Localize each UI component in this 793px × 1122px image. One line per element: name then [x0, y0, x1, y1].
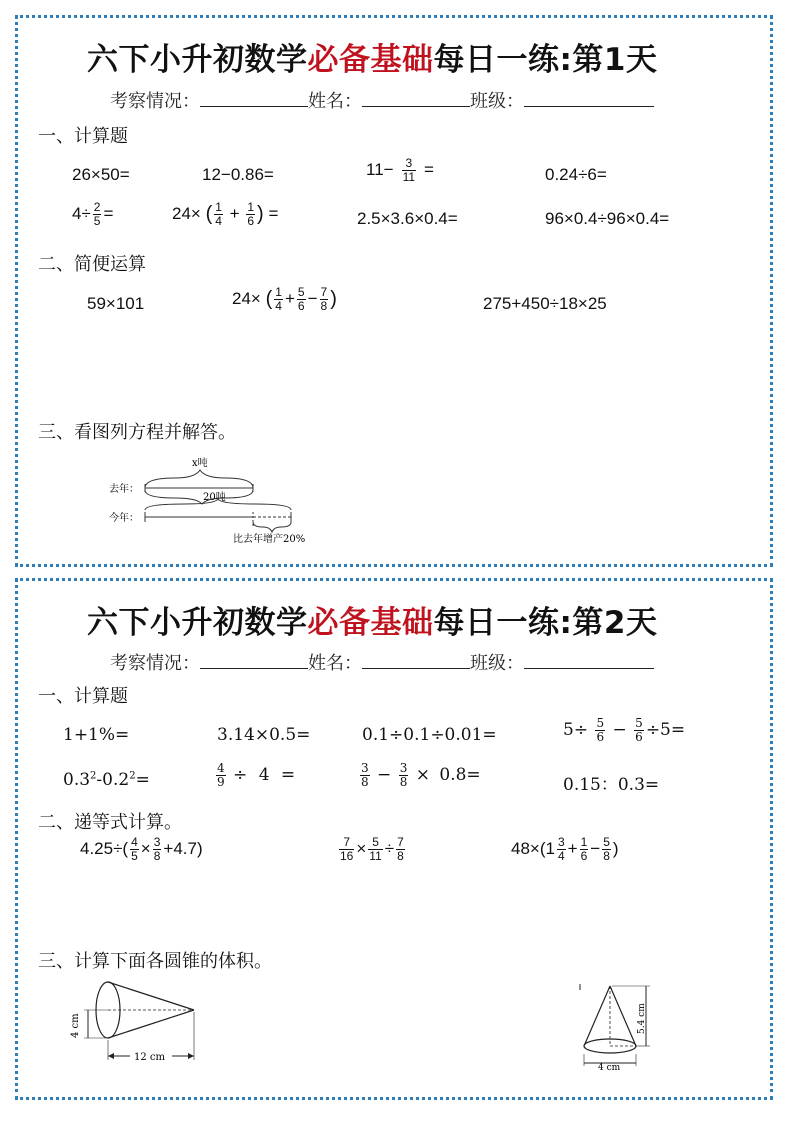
brace-icon: [253, 522, 291, 532]
brace-icon: [145, 490, 253, 504]
expression: 11− $\frac{3}{11}$ =: [366, 156, 434, 184]
line-segment-diagram: [105, 452, 345, 552]
cone-diagram-2: [570, 982, 660, 1074]
info-label-name: 姓名：: [308, 653, 362, 674]
info-label-status: 考察情况：: [110, 653, 200, 674]
worksheet-title-day2: 六下小升初数学必备基础每日一练:第2天: [87, 605, 658, 641]
expression: 12−0.86=: [202, 165, 274, 184]
section-heading: 二、递等式计算。: [38, 812, 182, 833]
info-label-class: 班级：: [470, 653, 524, 674]
expression: 48×(1 $\frac{3}{4}$ + $\frac{1}{6}$ − $\frac{5}{8}$ ): [511, 835, 619, 863]
cone1-height-label: 4 cm: [70, 1013, 81, 1038]
expression: 24× ( $\frac{1}{4}$ + $\frac{1}{6}$ ) =: [172, 200, 279, 228]
expression: 26×50=: [72, 165, 130, 184]
info-label-status: 考察情况：: [110, 91, 200, 112]
section-heading: 三、计算下面各圆锥的体积。: [38, 951, 272, 972]
diagram-diff-label: 20吨: [203, 492, 226, 503]
expression: 4.25÷( $\frac{4}{5}$ × $\frac{3}{8}$ +4.7): [80, 835, 203, 863]
diagram-label-this-year: 今年：: [109, 513, 139, 524]
expression: 1+1%=: [63, 725, 130, 745]
expression: $\frac{7}{16}$ × $\frac{5}{11}$ ÷ $\frac{7}{8}$: [340, 835, 404, 863]
diagram-x-label: x吨: [192, 458, 208, 469]
student-info-row-day1: [110, 87, 654, 113]
section-heading: 二、简便运算: [38, 254, 146, 275]
expression: 0.24÷6=: [545, 165, 607, 184]
diagram-label-last-year: 去年：: [109, 484, 139, 495]
student-info-row-day2: [110, 649, 654, 675]
blank-line[interactable]: [524, 654, 654, 669]
cone-diagram-1: [60, 978, 210, 1068]
blank-line[interactable]: [362, 92, 470, 107]
blank-line[interactable]: [524, 92, 654, 107]
expression: $\frac{4}{9}$ ÷ 4 =: [217, 761, 296, 789]
expression: 96×0.4÷96×0.4=: [545, 209, 670, 228]
brace-icon: [145, 470, 253, 488]
cone1-length-label: 12 cm: [134, 1052, 165, 1063]
expression: $0.3^2-0.2^2=$: [63, 770, 150, 790]
worksheet-title-day1: 六下小升初数学必备基础每日一练:第1天: [87, 42, 658, 78]
expression: 0.15：0.3=: [563, 775, 660, 795]
expression: 3.14×0.5=: [217, 725, 311, 745]
expression: 275+450÷18×25: [483, 294, 607, 313]
blank-line[interactable]: [362, 654, 470, 669]
info-label-name: 姓名：: [308, 91, 362, 112]
info-label-class: 班级：: [470, 91, 524, 112]
expression: 0.1÷0.1÷0.01=: [362, 725, 497, 745]
cone2-height-label: 5.4 cm: [637, 1003, 647, 1034]
blank-line[interactable]: [200, 654, 308, 669]
cone2-diameter-label: 4 cm: [598, 1063, 621, 1073]
diagram-note: 比去年增产20%: [233, 534, 306, 545]
expression: 59×101: [87, 294, 145, 313]
section-heading: 一、计算题: [38, 686, 128, 707]
expression: 24× ( $\frac{1}{4}$ + $\frac{5}{6}$ − $\frac{7}{8}$ ): [232, 285, 337, 313]
expression: 4÷ $\frac{2}{5}$ =: [72, 200, 114, 228]
expression: $\frac{3}{8}$ − $\frac{3}{8}$ × 0.8=: [361, 761, 481, 789]
blank-line[interactable]: [200, 92, 308, 107]
section-heading: 三、看图列方程并解答。: [38, 422, 236, 443]
expression: 2.5×3.6×0.4=: [357, 209, 458, 228]
expression: 5÷ $\frac{5}{6}$ − $\frac{5}{6}$ ÷5=: [563, 716, 686, 744]
section-heading: 一、计算题: [38, 126, 128, 147]
